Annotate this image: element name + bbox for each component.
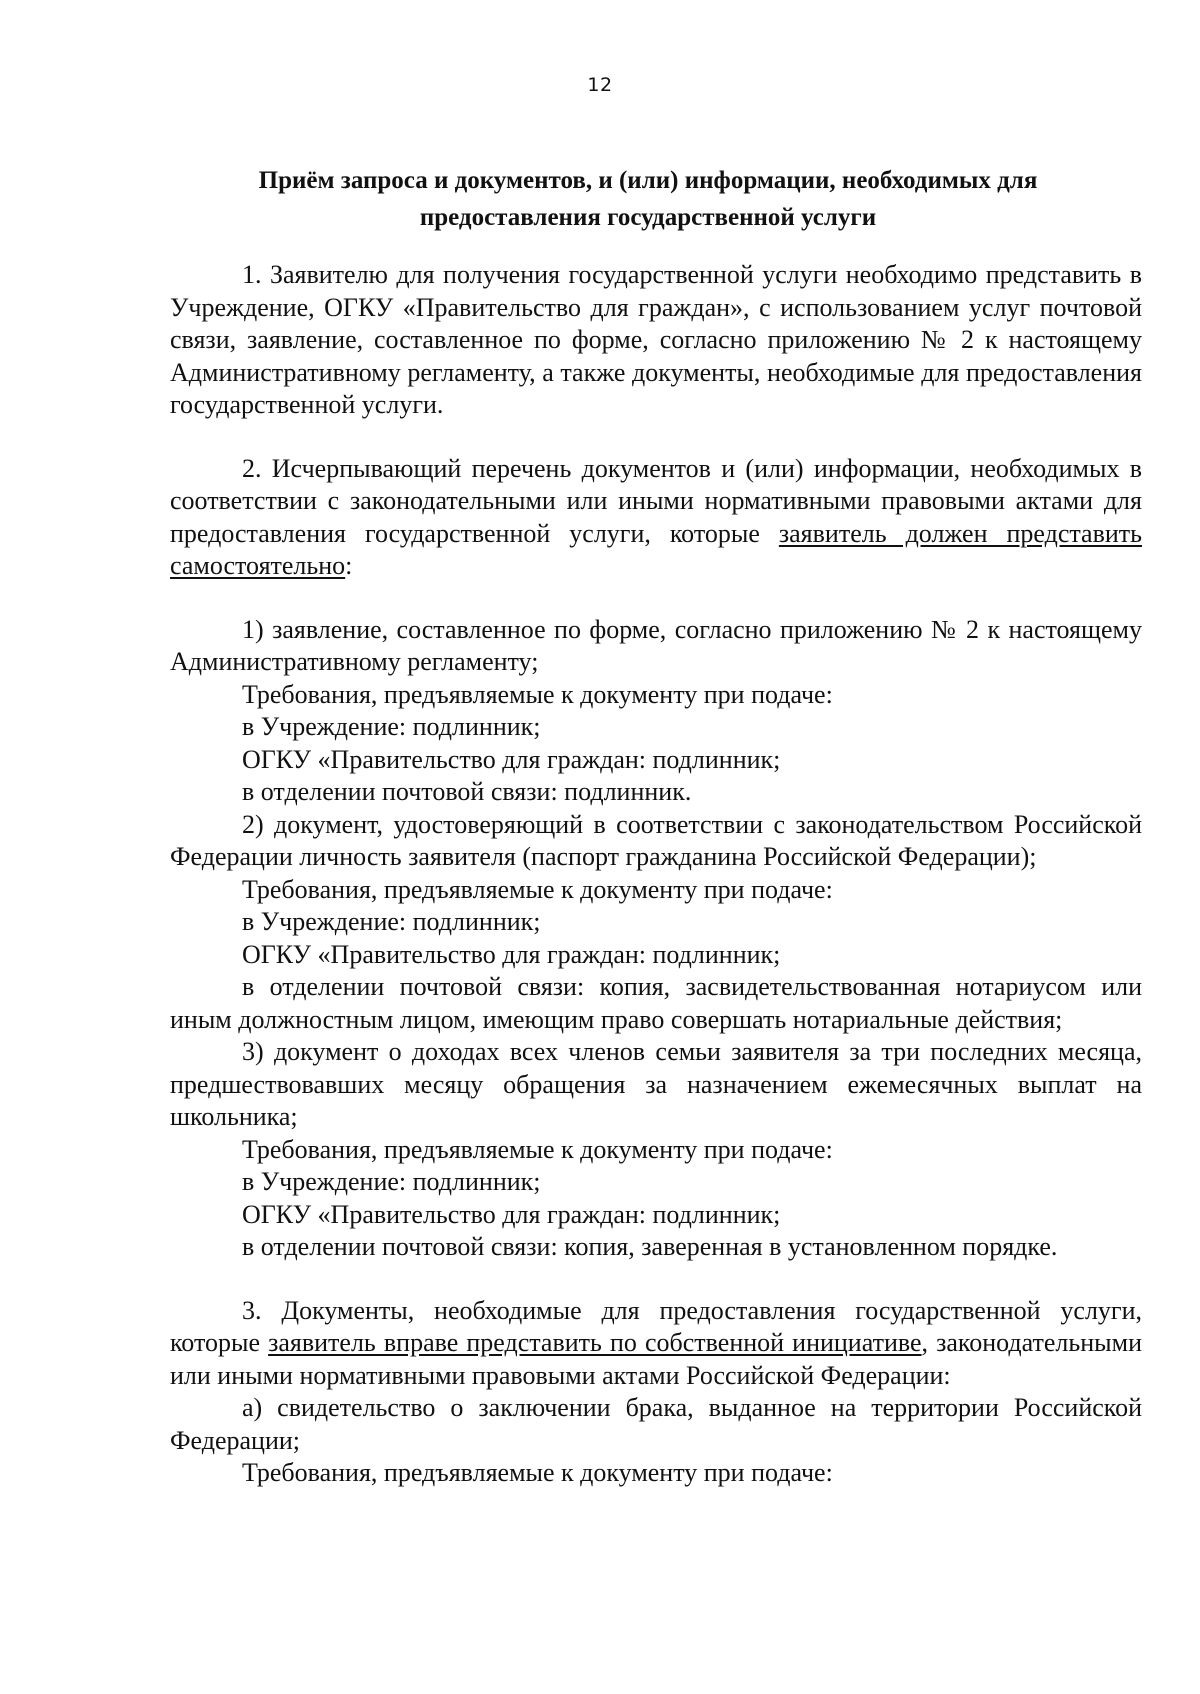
paragraph-2: [170, 453, 1142, 583]
requirement-2-3: в отделении почтовой связи: копия, засвидетельствованная нотариусом или иным должностным лицом, имеющим право совершать нотариальные действия;: [170, 972, 1142, 1034]
section-heading: [170, 162, 1126, 236]
requirements-title-a: Требования, предъявляемые к документу при подаче:: [242, 1458, 833, 1487]
paragraph-3-text: 3. Документы, необходимые для предоставления государственной услуги, которые: [170, 1295, 1142, 1357]
paragraph-2-underlined: заявитель должен представить самостоятельно: [170, 518, 1143, 580]
requirements-title-2: Требования, предъявляемые к документу при подаче:: [242, 874, 833, 904]
paragraph-3: [170, 1295, 1142, 1393]
list-item-a: а) свидетельство о заключении брака, выданное на территории Российской Федерации;: [170, 1393, 1142, 1455]
requirement-1-1: в Учреждение: подлинник;: [242, 712, 541, 741]
document-body: [170, 259, 1142, 1490]
requirement-3-2: ОГКУ «Правительство для граждан: подлинник;: [242, 1199, 781, 1229]
page-number: 12: [587, 74, 613, 96]
requirement-2-2: ОГКУ «Правительство для граждан: подлинник;: [242, 939, 781, 969]
list-item-2: 2) документ, удостоверяющий в соответствии с законодательством Российской Федерации личность заявителя (паспорт гражданина Российской Федерации);: [170, 809, 1142, 871]
list-item-3: 3) документ о доходах всех членов семьи заявителя за три последних месяца, предшествовавших месяцу обращения за назначением ежемесячных выплат на школьника;: [170, 1037, 1142, 1131]
paragraph-1: 1. Заявителю для получения государственной услуги необходимо представить в Учреждение, ОГКУ «Правительство для граждан», с использованием услуг почтовой связи, заявление, составленное по форме, согласно приложению № 2 к настоящему Административному регламенту, а также документы, необходимые для предоставления государственной услуги.: [170, 260, 1142, 419]
requirement-1-2: ОГКУ «Правительство для граждан: подлинник;: [242, 744, 781, 774]
requirement-3-1: в Учреждение: подлинник;: [242, 1167, 541, 1196]
paragraph-3-rest: , законодательными или иными нормативными правовыми актами Российской Федерации:: [170, 1328, 1142, 1390]
requirement-3-3: в отделении почтовой связи: копия, заверенная в установленном порядке.: [242, 1232, 1058, 1261]
heading-line-1: Приём запроса и документов, и (или) информации, необходимых для: [258, 167, 1038, 194]
heading-line-2: предоставления государственной услуги: [419, 204, 877, 231]
paragraph-3-underlined: заявитель вправе представить по собственной инициативе: [268, 1328, 922, 1357]
paragraph-2-colon: :: [345, 551, 353, 580]
list-item-1: 1) заявление, составленное по форме, согласно приложению № 2 к настоящему Административному регламенту;: [170, 614, 1142, 676]
requirement-2-1: в Учреждение: подлинник;: [242, 907, 541, 936]
paragraph-2-text: 2. Исчерпывающий перечень документов и (или) информации, необходимых в соответствии с законодательными или иными нормативными правовыми актами для предоставления государственной услуги, которые: [170, 453, 1142, 548]
requirement-1-3: в отделении почтовой связи: подлинник.: [242, 777, 692, 806]
requirements-title-1: Требования, предъявляемые к документу при подаче:: [242, 679, 833, 709]
requirements-title-3: Требования, предъявляемые к документу при подаче:: [242, 1134, 833, 1164]
